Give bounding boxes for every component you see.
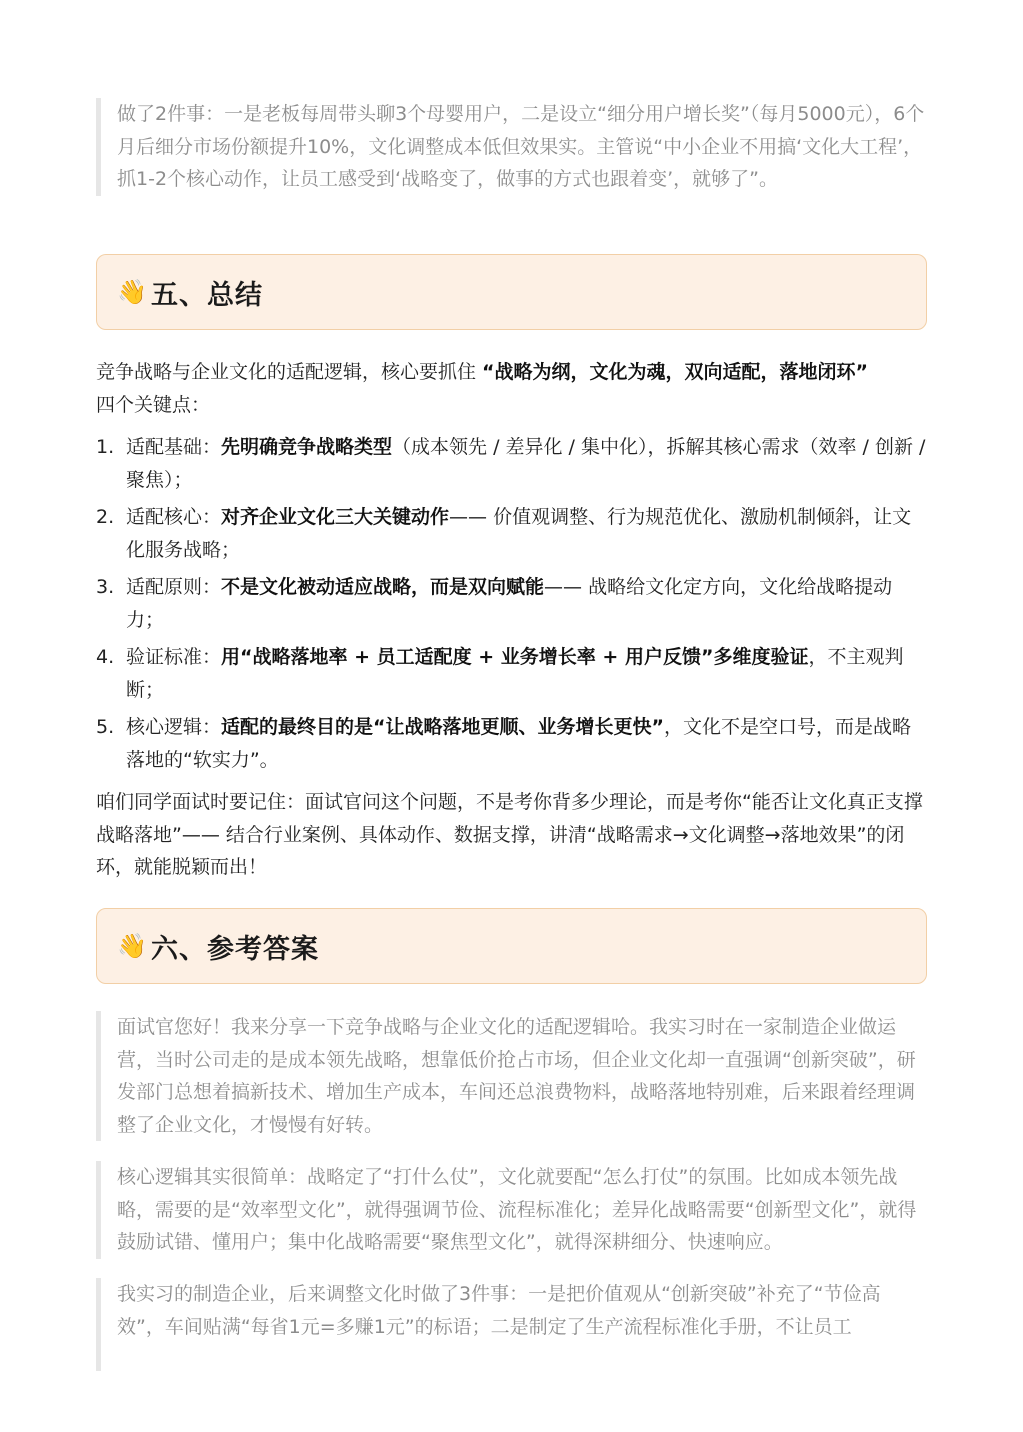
section-6-title: 六、参考答案: [151, 933, 319, 965]
answer-quote-1: 面试官您好！我来分享一下竞争战略与企业文化的适配逻辑哈。我实习时在一家制造企业做运营，当时公司走的是成本领先战略，想靠低价抢占市场，但企业文化却一直强调“创新突破”，研发部门总想着搞新技术、增加生产成本，车间还总浪费物料，战略落地特别难，后来跟着经理调整了企业文化，才慢慢有好转。: [96, 1011, 928, 1141]
list-item: 5. 核心逻辑：适配的最终目的是“让战略落地更顺、业务增长更快”，文化不是空口号，而是战略落地的“软实力”。: [96, 716, 912, 771]
waving-hand-icon: 👋: [117, 278, 147, 306]
section-5-title: 五、总结: [151, 279, 263, 311]
summary-intro: 竞争战略与企业文化的适配逻辑，核心要抓住 “战略为纲，文化为魂，双向适配，落地闭环” 四个关键点：: [96, 361, 869, 416]
answer-quote-3: 我实习的制造企业，后来调整文化时做了3件事：一是把价值观从“创新突破”补充了“节俭高效”，车间贴满“每省1元=多赚1元”的标语；二是制定了生产流程标准化手册，不让员工: [96, 1278, 928, 1371]
summary-key-phrase: “战略为纲，文化为魂，双向适配，落地闭环”: [482, 361, 869, 383]
answer-quote-2: 核心逻辑其实很简单：战略定了“打什么仗”，文化就要配“怎么打仗”的氛围。比如成本领先战略，需要的是“效率型文化”，就得强调节俭、流程标准化；差异化战略需要“创新型文化”，就得鼓励试错、懂用户；集中化战略需要“聚焦型文化”，就得深耕细分、快速响应。: [96, 1161, 928, 1259]
list-item: 2. 适配核心：对齐企业文化三大关键动作—— 价值观调整、行为规范优化、激励机制倾斜，让文化服务战略；: [96, 506, 912, 561]
summary-list: [96, 431, 928, 781]
top-quote-text: 做了2件事：一是老板每周带头聊3个母婴用户，二是设立“细分用户增长奖”（每月5000元），6个月后细分市场份额提升10%，文化调整成本低但效果实。主管说“中小企业不用搞‘文化大工程’，抓1-2个核心动作，让员工感受到‘战略变了，做事的方式也跟着变’，就够了”。: [117, 103, 925, 190]
section-6-header: [96, 908, 927, 984]
section-5-header: [96, 254, 927, 330]
summary-closing: 咱们同学面试时要记住：面试官问这个问题，不是考你背多少理论，而是考你“能否让文化真正支撑战略落地”—— 结合行业案例、具体动作、数据支撑，讲清“战略需求→文化调整→落地效果”的闭环，就能脱颖而出！: [96, 791, 923, 878]
top-quote: [96, 98, 928, 196]
list-item: 1. 适配基础：先明确竞争战略类型（成本领先 / 差异化 / 集中化），拆解其核心需求（效率 / 创新 / 聚焦）；: [96, 436, 926, 491]
list-item: 4. 验证标准：用“战略落地率 + 员工适配度 + 业务增长率 + 用户反馈”多维度验证，不主观判断；: [96, 646, 904, 701]
waving-hand-icon: 👋: [117, 932, 147, 960]
list-item: 3. 适配原则：不是文化被动适应战略，而是双向赋能—— 战略给文化定方向，文化给战略提动力；: [96, 576, 893, 631]
